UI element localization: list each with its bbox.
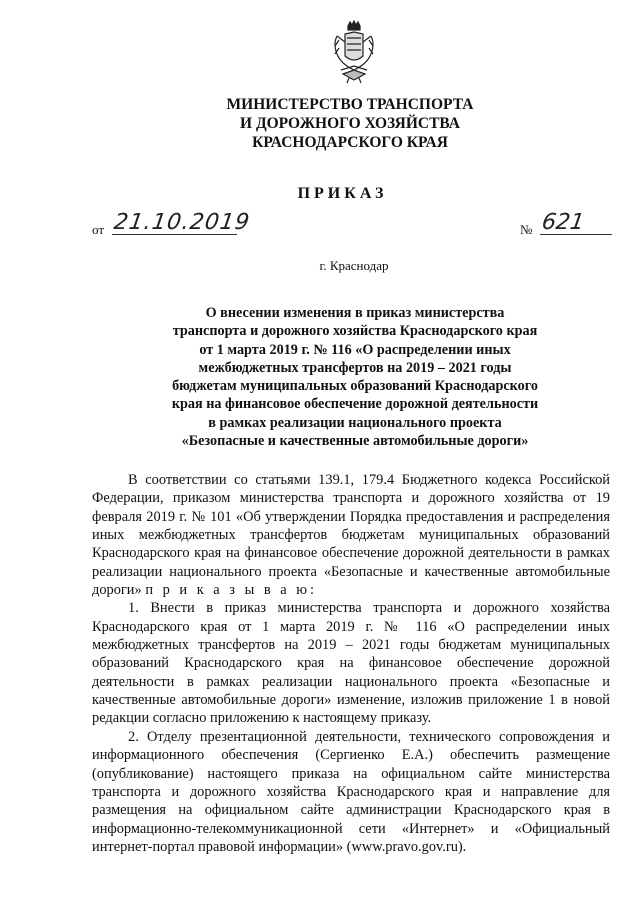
body-item-1: 1. Внести в приказ министерства транспорта и дорожного хозяйства Краснодарского края от 1 марта 2019 г. № 116 «О распределении иных межбюджетных трансфертов на 2019 – 2021 годы бюджетам муниципальных образований Краснодарского края на финансовое обеспечение дорожной деятельности в рамках реализации национального проекта «Безопасные и качественные автомобильные дороги» изменение, изложив приложение 1 в новой редакции согласно приложению к настоящему приказу. [92, 600, 610, 727]
ministry-name [0, 95, 640, 152]
date-underline [112, 234, 237, 235]
order-subject [120, 304, 590, 450]
ministry-line-2: И ДОРОЖНОГО ХОЗЯЙСТВА [240, 115, 460, 132]
subject-line: края на финансовое обеспечение дорожной деятельности [171, 396, 539, 413]
order-body [92, 471, 610, 856]
intro-text: В соответствии со статьями 139.1, 179.4 Бюджетного кодекса Российской Федерации, приказом министерства транспорта и дорожного хозяйства от 19 февраля 2019 г. № 101 «Об утверждении Порядка предоставления и распределения иных межбюджетных трансфертов бюджетам муниципальных образований Краснодарского края на финансовое обеспечение дорожной деятельности в рамках реализации национального проекта «Безопасные и качественные автомобильные дороги» [92, 472, 610, 599]
number-underline [540, 234, 612, 235]
order-directive: п р и к а з ы в а ю: [145, 582, 317, 599]
date-value: 21.10.2019 [112, 210, 252, 235]
subject-line: «Безопасные и качественные автомобильные дороги» [181, 433, 529, 450]
date-label: от [92, 222, 105, 237]
number-label: № [520, 222, 533, 237]
body-item-2: 2. Отделу презентационной деятельности, технического сопровождения и информационного обеспечения (Сергиенко Е.А.) обеспечить размещение (опубликование) настоящего приказа на официальном сайте министерства транспорта и дорожного хозяйства Краснодарского края и направление для размещения на официальном сайте администрации Краснодарского края в информационно-телекоммуникационной сети «Интернет» и «Официальный интернет-портал правовой информации» (www.pravo.gov.ru). [92, 728, 610, 855]
order-title: ПРИКАЗ [297, 185, 388, 202]
date-number-row [92, 208, 612, 238]
subject-line: О внесении изменения в приказ министерства [205, 305, 505, 321]
body-intro [92, 471, 610, 599]
city: г. Краснодар [319, 258, 389, 273]
subject-line: бюджетам муниципальных образований Краснодарского [172, 378, 538, 395]
subject-line: межбюджетных трансфертов на 2019 – 2021 годы [198, 359, 512, 376]
subject-line: от 1 марта 2019 г. № 116 «О распределении иных [199, 341, 511, 358]
number-value: 621 [540, 210, 586, 235]
subject-line: транспорта и дорожного хозяйства Краснодарского края [172, 323, 538, 340]
coat-of-arms-icon [331, 20, 377, 84]
ministry-line-1: МИНИСТЕРСТВО ТРАНСПОРТА [226, 96, 474, 113]
ministry-line-3: КРАСНОДАРСКОГО КРАЯ [252, 134, 448, 151]
subject-line: в рамках реализации национального проекта [208, 414, 502, 431]
